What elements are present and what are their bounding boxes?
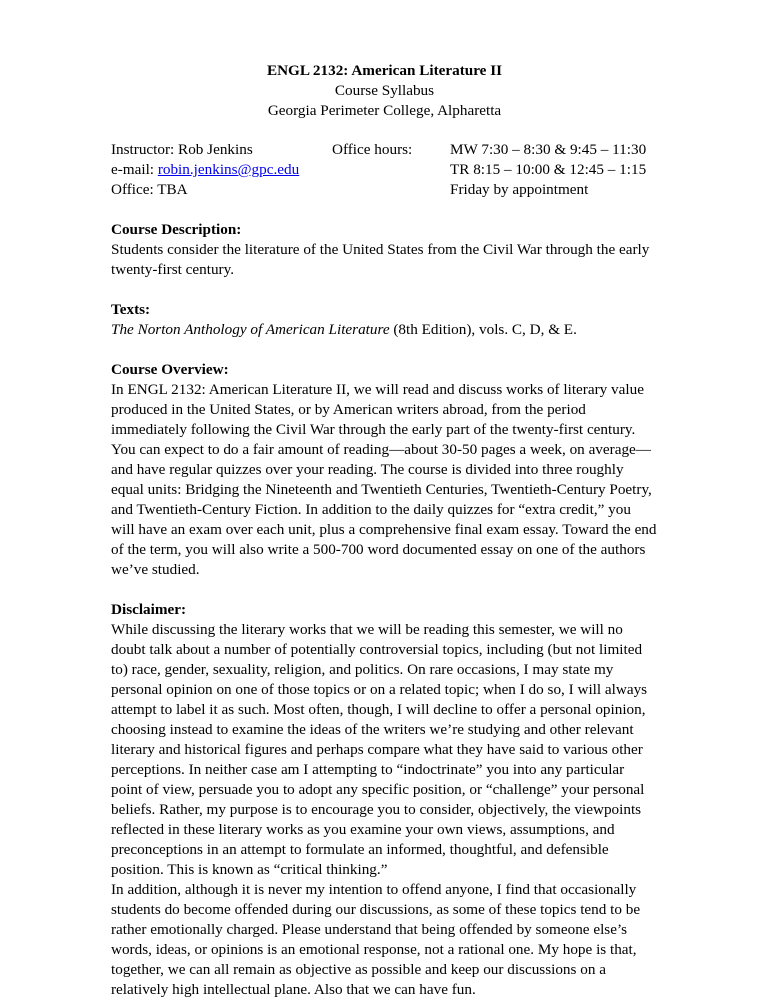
office-hours xyxy=(332,140,646,200)
document-header xyxy=(111,61,658,121)
instructor-info xyxy=(111,140,299,200)
texts-section xyxy=(111,300,658,340)
email-label: e-mail: xyxy=(111,161,158,178)
office-hours-item: TR 8:15 – 10:00 & 12:45 – 1:15 xyxy=(450,161,647,178)
office-hours-item: MW 7:30 – 8:30 & 9:45 – 11:30 xyxy=(450,141,647,158)
office-location: Office: TBA xyxy=(111,181,188,198)
office-hours-item: Friday by appointment xyxy=(450,181,589,198)
course-title: ENGL 2132: American Literature II xyxy=(266,62,503,79)
institution: Georgia Perimeter College, Alpharetta xyxy=(267,102,502,119)
texts-heading: Texts: xyxy=(111,301,151,318)
email-line xyxy=(111,160,299,180)
instructor-name: Instructor: Rob Jenkins xyxy=(111,141,253,158)
course-overview-text: In ENGL 2132: American Literature II, we will read and discuss works of literary value produced in the United States, or by American writers abroad, from the period immediately following the Civil War through the early part of the twenty-first century. You can expect to do a fair amount of reading—about 30-50 pages a week, on average—and have regular quizzes over your reading. The course is divided into three roughly equal units: Bridging the Nineteenth and Twentieth Centuries, Twentieth-Century Poetry, and Twentieth-Century Fiction. In addition to the daily quizzes for “extra credit,” you will have an exam over each unit, plus a comprehensive final exam essay. Toward the end of the term, you will also write a 500-700 word documented essay on one of the authors we’ve studied. xyxy=(111,381,657,578)
textbook-title: The Norton Anthology of American Literature xyxy=(111,321,390,338)
course-description-text: Students consider the literature of the United States from the Civil War through the early twenty-first century. xyxy=(111,241,650,278)
course-overview-heading: Course Overview: xyxy=(111,361,229,378)
office-hours-label: Office hours: xyxy=(332,141,413,158)
disclaimer-paragraph: While discussing the literary works that we will be reading this semester, we will no doubt talk about a number of potentially controversial topics, including (but not limited to) race, gender, sexuality, religion, and politics. On rare occasions, I may state my personal opinion on one of those topics or on a related topic; when I do so, I will always attempt to label it as such. Most often, though, I will decline to offer a personal opinion, choosing instead to examine the ideas of the writers we’re studying and other relevant literary and historical figures and perhaps compare what they have said to various other perceptions. In neither case am I attempting to “indoctrinate” you into any particular point of view, persuade you to adopt any specific position, or “challenge” your personal beliefs. Rather, my purpose is to encourage you to consider, objectively, the viewpoints reflected in these literary works as you examine your own views, assumptions, and preconceptions in an attempt to formulate an informed, thoughtful, and defensible position. This is known as “critical thinking.” xyxy=(111,621,648,878)
disclaimer-paragraph: In addition, although it is never my intention to offend anyone, I find that occasionally students do become offended during our discussions, as some of these topics tend to be rather emotionally charged. Please understand that being offended by someone else’s words, ideas, or opinions is an emotional response, not a rational one. My hope is that, together, we can all remain as objective as possible and keep our discussions on a relatively high intellectual plane. Also that we can have fun. xyxy=(111,881,641,998)
texts-entry xyxy=(111,320,658,340)
course-overview-section xyxy=(111,360,658,580)
textbook-details: (8th Edition), vols. C, D, & E. xyxy=(389,321,577,338)
disclaimer-heading: Disclaimer: xyxy=(111,601,187,618)
disclaimer-section xyxy=(111,600,658,1000)
document-type: Course Syllabus xyxy=(334,82,435,99)
office-hours-list xyxy=(450,140,646,200)
course-description-heading: Course Description: xyxy=(111,221,242,238)
course-description-section xyxy=(111,220,658,280)
email-link[interactable]: robin.jenkins@gpc.edu xyxy=(157,161,300,178)
course-info xyxy=(111,140,658,200)
